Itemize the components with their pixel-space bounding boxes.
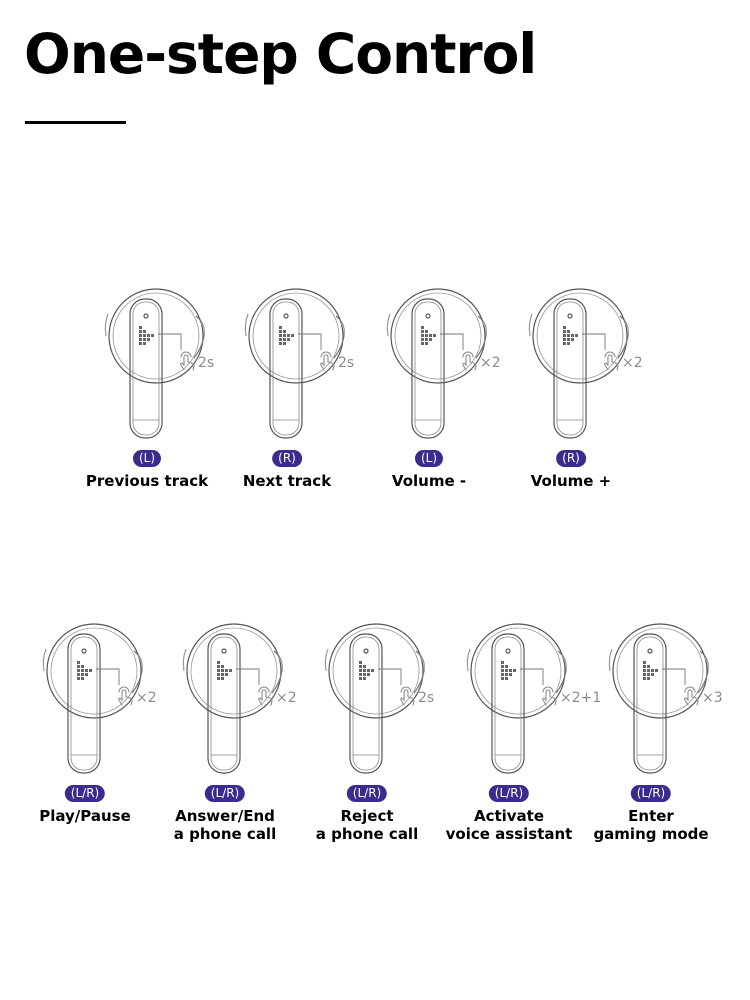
tap-count: 2s <box>198 355 215 371</box>
side-badge: (L/R) <box>347 785 387 802</box>
side-badge: (L/R) <box>205 785 245 802</box>
side-badge: (L) <box>415 450 443 467</box>
earbud-icon <box>382 274 532 444</box>
finger-tap-icon <box>459 350 479 372</box>
tap-count: ×2 <box>136 690 157 706</box>
earbud-icon <box>240 274 390 444</box>
finger-tap-icon <box>601 350 621 372</box>
function-label-line: a phone call <box>315 825 419 843</box>
title-underline <box>25 121 126 124</box>
function-label-line: Activate <box>473 807 545 825</box>
tap-count: 2s <box>418 690 435 706</box>
earbud-icon <box>604 609 750 779</box>
function-label <box>566 807 736 843</box>
tap-count: ×2 <box>622 355 643 371</box>
function-label <box>486 472 656 490</box>
function-label-line: gaming mode <box>593 825 709 843</box>
tap-count: ×2+1 <box>560 690 602 706</box>
function-label-line: a phone call <box>173 825 277 843</box>
page-title: One-step Control <box>24 22 537 86</box>
tap-count: 2s <box>338 355 355 371</box>
finger-tap-icon <box>681 685 701 707</box>
function-label-line: Reject <box>340 807 394 825</box>
finger-tap-icon <box>317 350 337 372</box>
function-label-line: Play/Pause <box>39 807 131 825</box>
function-label-line: Previous track <box>85 472 209 490</box>
side-badge: (L/R) <box>631 785 671 802</box>
side-badge: (L) <box>133 450 161 467</box>
earbud-icon <box>38 609 188 779</box>
tap-count: ×3 <box>702 690 723 706</box>
function-label-line: Volume + <box>530 472 612 490</box>
earbud-icon <box>320 609 470 779</box>
finger-tap-icon <box>539 685 559 707</box>
function-label-line: Volume - <box>391 472 467 490</box>
finger-tap-icon <box>115 685 135 707</box>
finger-tap-icon <box>255 685 275 707</box>
earbud-icon <box>178 609 328 779</box>
side-badge: (R) <box>556 450 586 467</box>
function-label-line: voice assistant <box>445 825 573 843</box>
tap-count: ×2 <box>276 690 297 706</box>
finger-tap-icon <box>397 685 417 707</box>
finger-tap-icon <box>177 350 197 372</box>
function-label-line: Answer/End <box>175 807 275 825</box>
control-item-row1-3 <box>524 274 674 514</box>
side-badge: (R) <box>272 450 302 467</box>
function-label-line: Next track <box>242 472 332 490</box>
control-item-row2-4 <box>593 609 750 849</box>
function-label-line: Enter <box>628 807 674 825</box>
side-badge: (L/R) <box>489 785 529 802</box>
earbud-icon <box>100 274 250 444</box>
earbud-icon <box>524 274 674 444</box>
tap-count: ×2 <box>480 355 501 371</box>
side-badge: (L/R) <box>65 785 105 802</box>
